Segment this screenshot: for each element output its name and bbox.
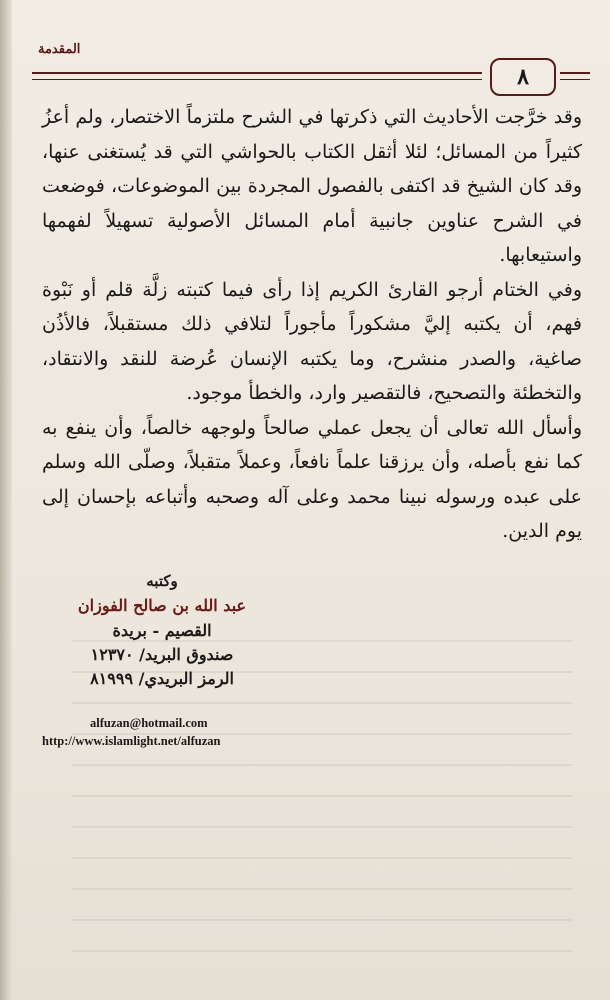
po-box: صندوق البريد/ ١٢٣٧٠ — [90, 645, 234, 664]
postal-code: الرمز البريدي/ ٨١٩٩٩ — [90, 669, 234, 688]
author-location: القصيم - بريدة — [112, 621, 212, 640]
book-spine-edge — [0, 0, 12, 1000]
paragraph: وأسأل الله تعالى أن يجعل عملي صالحاً ولوجهه خالصاً، وأن ينفع به كما نفع بأصله، وأن يرزقنا علماً نافعاً، وعملاً متقبلاً، وصلّى الله وسلم على عبده ورسوله نبينا محمد وعلى آله وصحبه وأتباعه بإحسان إلى يوم الدين. — [42, 416, 582, 542]
page-title: المقدمة — [38, 42, 81, 57]
signature-block — [42, 572, 282, 693]
signature-intro: وكتبه — [146, 572, 178, 590]
page-number-text: ٨ — [517, 64, 529, 90]
website-url: http://www.islamlight.net/alfuzan — [42, 734, 221, 748]
paragraph: وفي الختام أرجو القارئ الكريم إذا رأى فيما كتبته زلَّة قلم أو نَبْوة فهم، أن يكتبه إليَّ مشكوراً مأجوراً لتلافي ذلك مستقبلاً، فالأذُن صاغية، والصدر منشرح، وما يكتبه الإنسان عُرضة للنقد والانتقاد، والتخطئة والتصحيح، فالتقصير وارد، والخطأ موجود. — [42, 278, 582, 404]
page-number — [490, 58, 556, 96]
book-page — [12, 0, 610, 1000]
contact-block — [42, 714, 342, 750]
body-text — [42, 100, 582, 549]
paragraph: وقد خرَّجت الأحاديث التي ذكرتها في الشرح ملتزماً الاختصار، ولم أعزُ كثيراً من المسائل؛ لئلا أثقل الكتاب بالحواشي التي قد يُستغنى عنها، وقد كان الشيخ قد اكتفى بالفصول المجردة بين الموضوعات، فوضعت في الشرح عناوين جانبية أمام المسائل الأصولية تسهيلاً لفهمها واستيعابها. — [42, 106, 582, 266]
header-rule-right — [560, 72, 590, 80]
email-address: alfuzan@hotmail.com — [90, 716, 208, 730]
author-name: عبد الله بن صالح الفوزان — [77, 596, 247, 615]
header-rule-left — [32, 72, 482, 80]
